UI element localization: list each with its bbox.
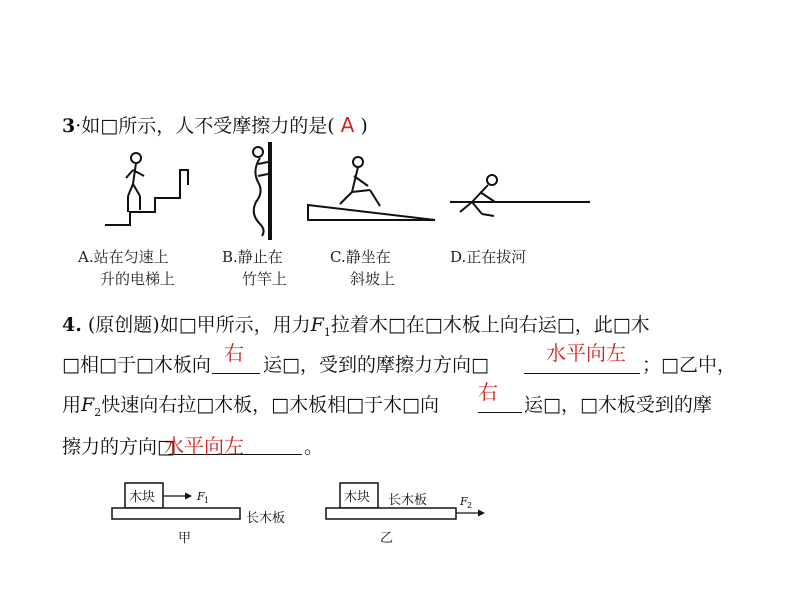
q3-option-c-line2: 斜坡上	[350, 270, 396, 288]
jia-caption: 甲	[178, 531, 192, 546]
figure-yi	[320, 470, 500, 550]
jia-force-var: F	[197, 490, 205, 503]
q3-option-b-line2: 竹竿上	[242, 270, 288, 288]
jia-force-sub: 1	[204, 496, 210, 505]
q3-option-a	[78, 246, 175, 290]
q4-line1	[62, 310, 650, 339]
q4-f2-var: F	[81, 394, 95, 416]
yi-board-label: 长木板	[388, 493, 428, 508]
q4-line2-a: □相□于□木板向	[62, 354, 211, 376]
q3-close: )	[360, 115, 368, 137]
q4-answer-2: 水平向左	[546, 341, 626, 365]
q4-line1-b: 拉着木□在□木板上向右运□，此□木	[330, 314, 650, 336]
q4-blank-1	[212, 373, 260, 374]
figure-jia	[100, 470, 320, 550]
q3-figures	[100, 140, 620, 250]
q3-option-a-line2: 升的电梯上	[100, 270, 176, 288]
q3-option-a-line1: A.站在匀速上	[78, 248, 169, 266]
q3-answer: A	[340, 113, 355, 137]
q4-f1-sub: 1	[323, 325, 331, 339]
jia-block-label: 木块	[129, 490, 156, 505]
yi-block-label: 木块	[344, 490, 371, 505]
q4-line4-b: 。	[304, 436, 324, 458]
q4-f2-sub: 2	[94, 405, 102, 419]
yi-force-var: F	[460, 495, 468, 508]
q4-answer-3: 右	[478, 380, 498, 404]
figure-b-pole	[253, 142, 270, 240]
q4-line3-a: 用	[62, 394, 82, 416]
q4-line3-c: 运□，□木板受到的摩	[524, 394, 712, 416]
q4-blank-2	[524, 373, 640, 374]
yi-arrow-icon	[478, 510, 485, 517]
yi-force-sub: 2	[467, 501, 473, 510]
q3-option-b-line1: B.静止在	[222, 248, 283, 266]
figure-a-escalator	[105, 153, 188, 225]
q3-option-b	[222, 246, 287, 290]
q4-answer-1: 右	[224, 341, 244, 365]
q3-option-d-line1: D.正在拔河	[450, 248, 527, 266]
yi-board	[326, 508, 456, 519]
yi-caption: 乙	[380, 531, 394, 546]
q4-line3	[62, 390, 439, 419]
figure-c-slope	[308, 157, 435, 220]
jia-board	[112, 508, 240, 519]
q4-f1-var: F	[310, 314, 324, 336]
figure-d-tug	[450, 175, 590, 216]
q4-blank-3	[478, 412, 522, 413]
q4-line4-a: 擦力的方向□	[62, 436, 175, 458]
q3-option-c	[330, 246, 395, 290]
q4-line2-b: 运□，受到的摩擦力方向□	[263, 354, 489, 376]
q4-answer-4: 水平向左	[164, 434, 244, 458]
jia-board-label: 长木板	[246, 511, 286, 526]
q4-line2-c: ；□乙中，	[642, 354, 736, 376]
q4-number: 4.	[62, 314, 82, 336]
q3-stem	[62, 111, 368, 138]
q3-text: ·如□所示，人不受摩擦力的是(	[75, 115, 335, 137]
q3-number: 3	[62, 115, 76, 137]
q4-line3-b: 快速向右拉□木板，□木板相□于木□向	[101, 394, 440, 416]
q3-option-d	[450, 246, 526, 268]
q3-option-c-line1: C.静坐在	[330, 248, 391, 266]
jia-arrow-icon	[185, 493, 192, 500]
q4-line1-a: (原创题)如□甲所示，用力	[87, 314, 311, 336]
